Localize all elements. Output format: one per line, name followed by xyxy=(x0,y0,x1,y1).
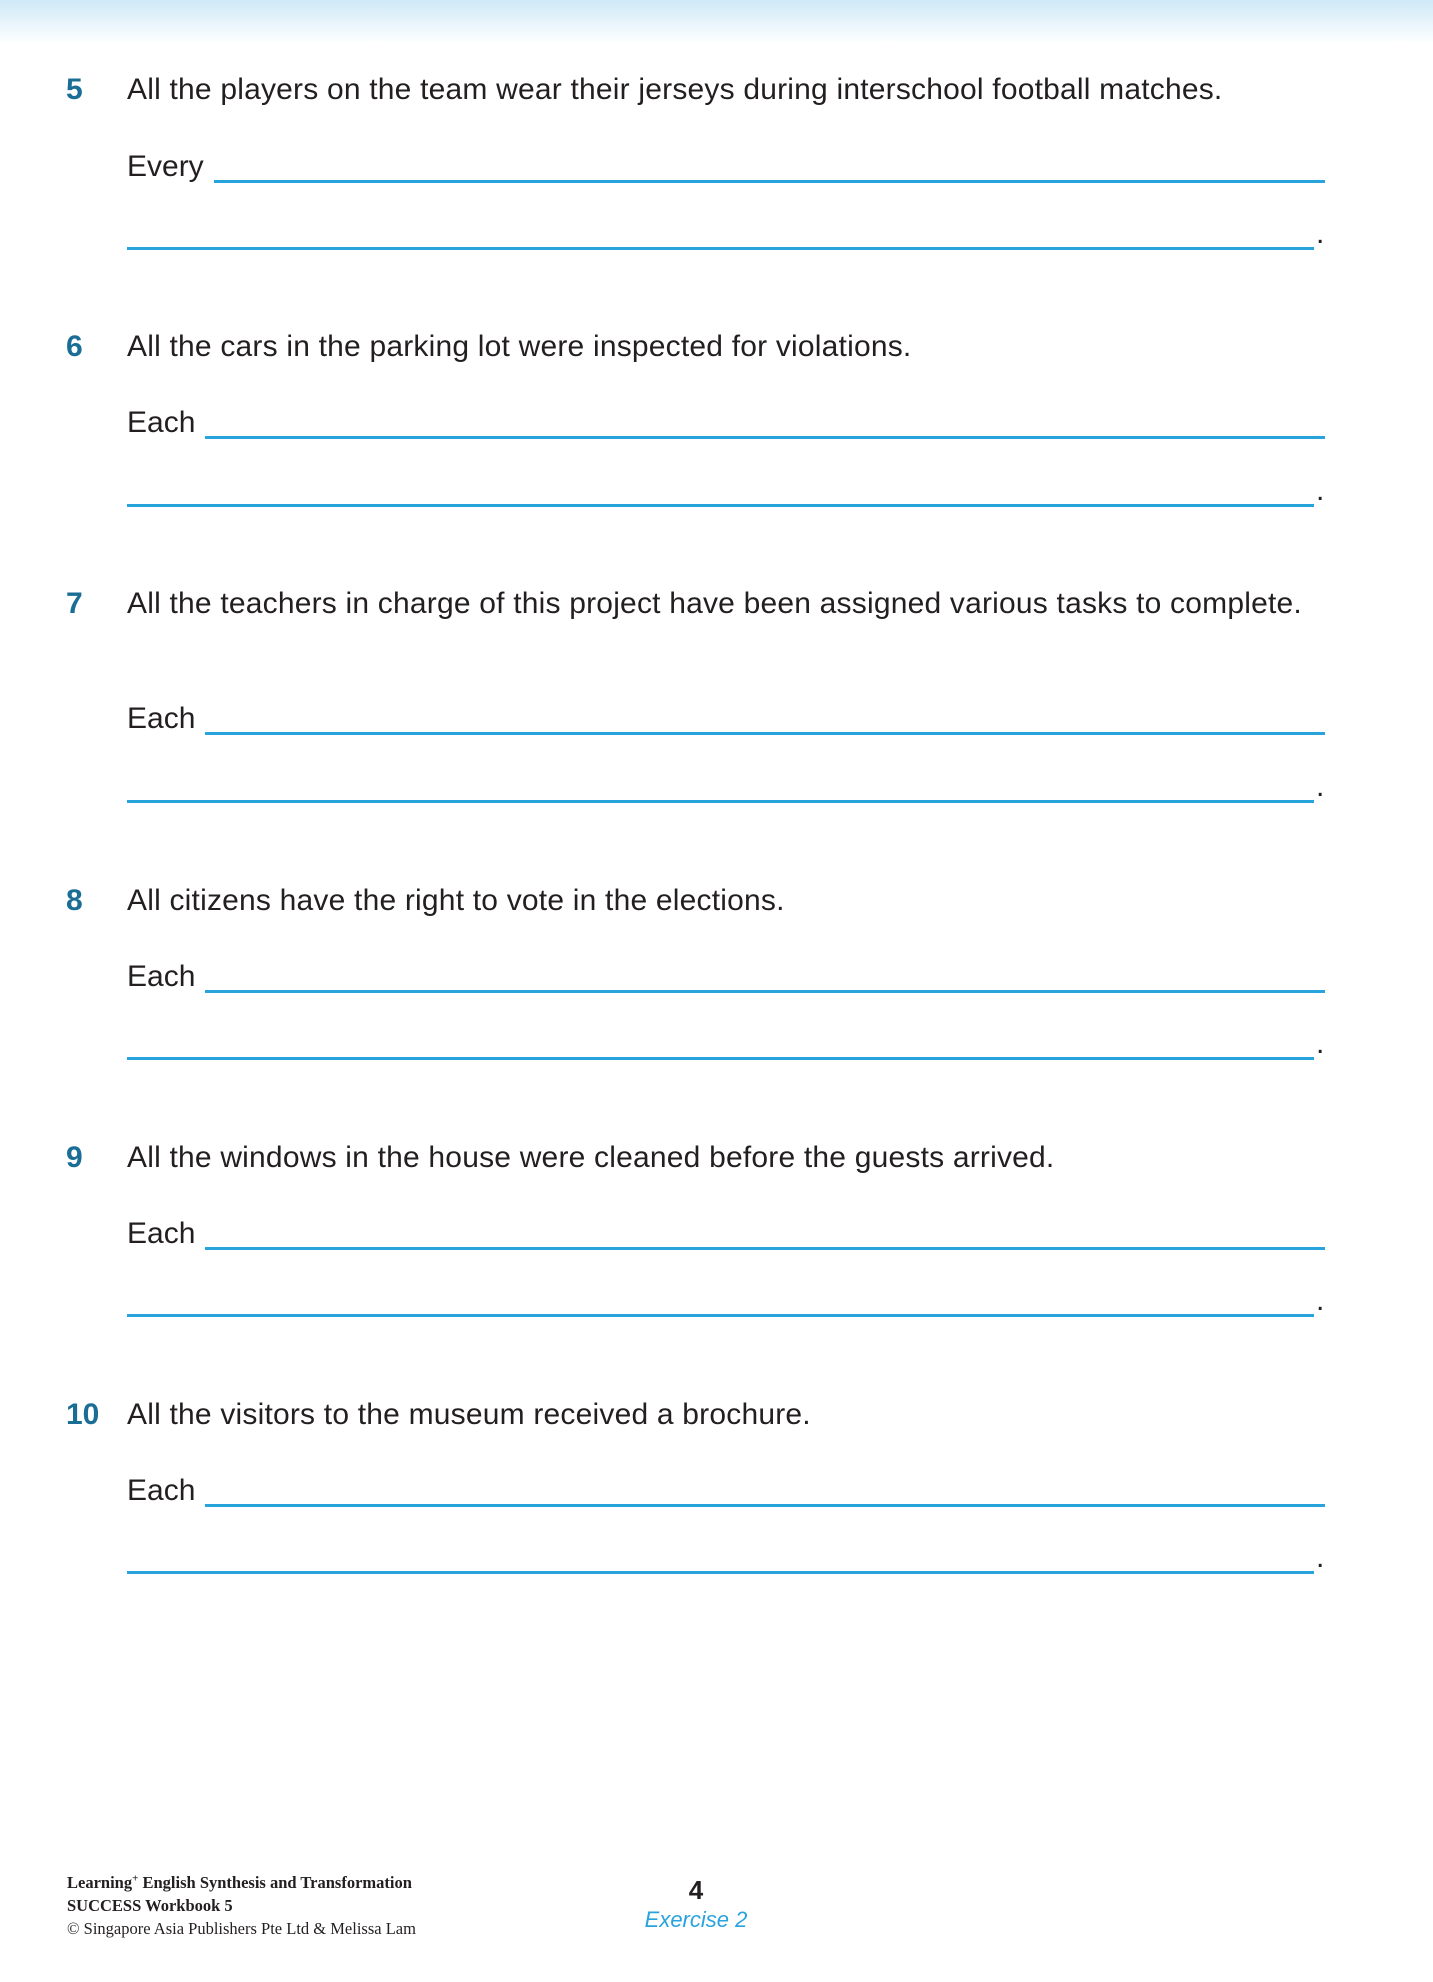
answer-rule xyxy=(127,800,1314,803)
question-number: 9 xyxy=(66,1141,83,1174)
sentence-starter: Each xyxy=(127,406,196,439)
question-number: 7 xyxy=(66,587,83,620)
sentence-starter: Each xyxy=(127,702,196,735)
answer-line-1[interactable] xyxy=(127,403,1325,443)
sentence-starter: Each xyxy=(127,960,196,993)
answer-line-2[interactable] xyxy=(127,471,1325,511)
answer-line-2[interactable] xyxy=(127,1538,1325,1578)
page-number: 4 xyxy=(688,1875,704,1905)
series-title-plus: + xyxy=(132,1872,139,1885)
copyright-notice: © Singapore Asia Publishers Pte Ltd & Melissa Lam xyxy=(67,1919,416,1938)
answer-rule xyxy=(127,504,1314,507)
answer-line-2[interactable] xyxy=(127,767,1325,807)
full-stop: . xyxy=(1316,1541,1325,1574)
question-sentence: All the cars in the parking lot were inspected for violations. xyxy=(127,330,912,363)
answer-line-2[interactable] xyxy=(127,1024,1325,1064)
sentence-starter: Each xyxy=(127,1474,196,1507)
answer-line-1[interactable] xyxy=(127,1471,1325,1511)
answer-line-1[interactable] xyxy=(127,1214,1325,1254)
series-title-end: English Synthesis and Transformation xyxy=(138,1873,412,1892)
answer-line-1[interactable] xyxy=(127,147,1325,187)
question-number: 6 xyxy=(66,330,83,363)
answer-rule xyxy=(127,1314,1314,1317)
full-stop: . xyxy=(1316,1027,1325,1060)
answer-rule xyxy=(214,180,1325,183)
full-stop: . xyxy=(1316,217,1325,250)
answer-rule xyxy=(127,1057,1314,1060)
answer-rule xyxy=(205,1247,1325,1250)
header-band xyxy=(0,0,1433,44)
answer-line-1[interactable] xyxy=(127,957,1325,997)
sentence-starter: Each xyxy=(127,1217,196,1250)
series-title-start: Learning xyxy=(67,1873,133,1892)
answer-rule xyxy=(127,247,1314,250)
question-sentence: All citizens have the right to vote in the elections. xyxy=(127,884,785,917)
question-number: 8 xyxy=(66,884,83,917)
answer-line-1[interactable] xyxy=(127,699,1325,739)
answer-rule xyxy=(205,1504,1325,1507)
book-title: SUCCESS Workbook 5 xyxy=(67,1896,233,1915)
full-stop: . xyxy=(1316,1284,1325,1317)
question-number: 10 xyxy=(66,1398,100,1431)
answer-rule xyxy=(205,436,1325,439)
full-stop: . xyxy=(1316,474,1325,507)
sentence-starter: Every xyxy=(127,150,204,183)
question-sentence: All the windows in the house were cleaned before the guests arrived. xyxy=(127,1141,1055,1174)
answer-line-2[interactable] xyxy=(127,214,1325,254)
series-title xyxy=(67,1871,416,1894)
answer-rule xyxy=(205,990,1325,993)
question-number: 5 xyxy=(66,73,83,106)
footer-credits xyxy=(67,1871,416,1940)
question-sentence: All the teachers in charge of this project have been assigned various tasks to complete. xyxy=(127,587,1302,620)
answer-rule xyxy=(127,1571,1314,1574)
question-sentence: All the visitors to the museum received a brochure. xyxy=(127,1398,811,1431)
full-stop: . xyxy=(1316,770,1325,803)
answer-rule xyxy=(205,732,1325,735)
question-sentence: All the players on the team wear their jerseys during interschool football matches. xyxy=(127,73,1223,106)
answer-line-2[interactable] xyxy=(127,1281,1325,1321)
exercise-label: Exercise 2 xyxy=(644,1907,748,1932)
